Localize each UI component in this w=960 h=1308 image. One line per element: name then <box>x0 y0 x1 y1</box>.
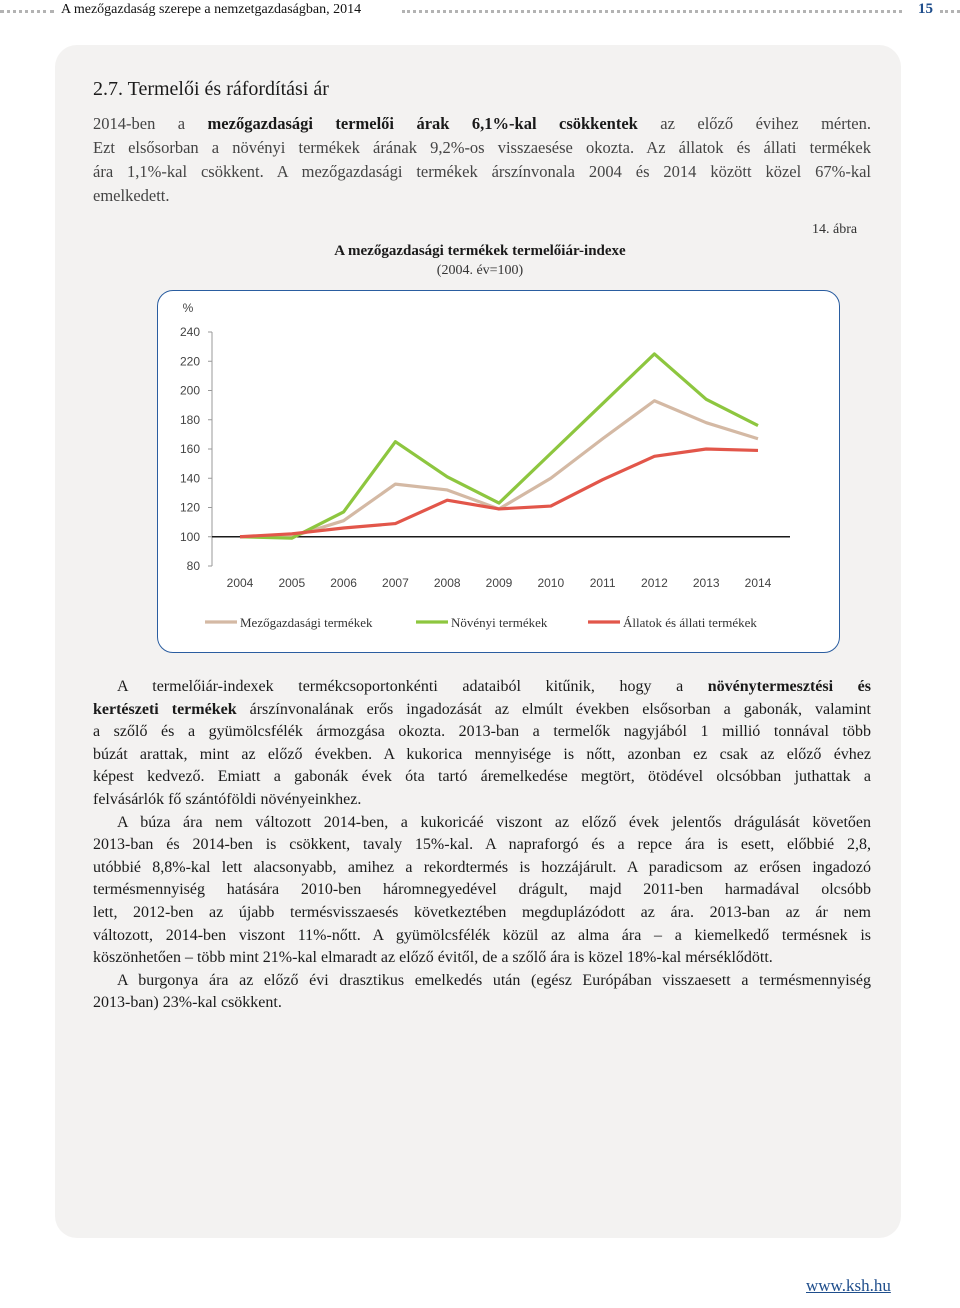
body-text-run: 2013-ban) 23%-kal csökkent. <box>93 994 282 1012</box>
y-tick-label: 140 <box>179 471 200 486</box>
footer-website-link[interactable]: www.ksh.hu <box>806 1276 891 1295</box>
x-tick-label: 2012 <box>641 576 668 590</box>
body-line <box>93 970 871 993</box>
series-line-1 <box>240 401 758 537</box>
body-text-run: változott, 2014-ben viszont 11%-nőtt. A gyümölcsfélék közül az alma ára – a kiemelkedő termésnek is <box>93 926 871 944</box>
body-bold-text: kertészeti termékek <box>93 700 237 718</box>
y-axis-label: % <box>182 301 194 315</box>
chart-title: A mezőgazdasági termékek termelőiár-indexe <box>334 243 626 259</box>
body-line <box>93 834 871 857</box>
x-tick-label: 2010 <box>537 576 565 590</box>
y-tick-label: 120 <box>179 500 200 515</box>
body-text-run: termésmennyiség hatására 2010-ben háromnegyedével drágult, majd 2011-ben harmadával olcsóbb <box>93 881 871 899</box>
body-text-run: 2013-ban és 2014-ben is csökkent, tavaly 15%-kal. A napraforgó és a repce ára is esett, előbbié 2,8, <box>93 836 871 854</box>
section-title: 2.7. Termelői és ráfordítási ár <box>93 78 329 100</box>
body-line <box>93 992 871 1015</box>
legend-label: Növényi termékek <box>451 615 548 630</box>
legend-label: Mezőgazdasági termékek <box>240 615 373 630</box>
x-tick-label: 2007 <box>382 576 409 590</box>
body-line <box>93 744 871 767</box>
legend-label: Állatok és állati termékek <box>623 615 757 630</box>
body-line <box>93 879 871 902</box>
body-text-run: A termelőiár-indexek termékcsoportonkénti adataiból kitűnik, hogy a <box>117 678 708 695</box>
intro-line: ára 1,1%-kal csökkent. A mezőgazdasági termékek árszínvonala 2004 és 2014 között közel 67%-kal <box>93 162 871 181</box>
y-tick-label: 160 <box>179 442 200 456</box>
body-text-run: árszínvonalának erős ingadozását az elmúlt években elsősorban a gabonák, valamint <box>236 700 871 718</box>
x-tick-label: 2005 <box>278 576 306 590</box>
body-line <box>93 699 871 722</box>
page-number: 15 <box>918 1 933 17</box>
intro-text: az előző évihez mérten. <box>637 114 871 133</box>
body-line <box>93 676 871 699</box>
body-text-run: képest kedvező. Emiatt a gabonák évek óta tartó áremelkedése megtört, ötödével olcsóbban juthattak a <box>93 768 871 786</box>
body-text-run: A burgonya ára az előző évi drasztikus emelkedés után (egész Európában visszaesett a termésmennyiség <box>117 971 871 989</box>
body-text-run: lett, 2012-ben az újabb termésvisszaesés következtében megduplázódott az ára. 2013-ban az ár nem <box>93 903 871 921</box>
body-line <box>93 857 871 880</box>
intro-bold-text: mezőgazdasági termelői árak 6,1%-kal csökkentek <box>207 114 638 133</box>
body-text-run: utóbbié 8,8%-kal lett alacsonyabb, amihez a rekordtermés is hozzájárult. A paradicsom az erősen ingadozó <box>93 858 871 876</box>
x-tick-label: 2004 <box>226 576 254 590</box>
body-line <box>93 925 871 948</box>
body-line <box>93 947 871 970</box>
body-text-run: felvásárlók fő szántóföldi növényeinkhez. <box>93 790 362 808</box>
body-line <box>93 789 871 812</box>
header-title: A mezőgazdaság szerepe a nemzetgazdaságban, 2014 <box>61 2 362 17</box>
body-text-run: köszönhetően – több mint 21%-kal elmaradt az előző évitől, de a szőlő ára is közel 18%-kal mérséklődött. <box>93 949 773 967</box>
y-tick-label: 100 <box>179 529 200 544</box>
intro-line: emelkedett. <box>93 186 170 205</box>
intro-line: Ezt elsősorban a növényi termékek árának 9,2%-os visszaesése okozta. Az állatok és állati termékek <box>93 138 871 157</box>
y-tick-label: 220 <box>179 354 200 369</box>
y-tick-label: 80 <box>186 559 200 573</box>
y-tick-label: 200 <box>179 383 200 398</box>
x-tick-label: 2008 <box>433 576 461 590</box>
body-bold-text: növénytermesztési és <box>707 678 871 695</box>
body-line <box>93 721 871 744</box>
x-tick-label: 2011 <box>589 576 616 590</box>
y-tick-label: 180 <box>179 412 200 427</box>
x-tick-label: 2006 <box>330 576 357 590</box>
body-line <box>93 902 871 925</box>
chart-subtitle: (2004. év=100) <box>436 263 524 278</box>
figure-number: 14. ábra <box>812 222 858 237</box>
series-line-2 <box>240 354 758 538</box>
x-tick-label: 2014 <box>744 576 772 590</box>
body-text-run: a szőlő és a gyümölcsfélék ármozgása okozta. 2013-ban a termelők nagyjából 1 millió tonnával több <box>93 723 871 741</box>
body-line <box>93 812 871 835</box>
body-line <box>93 766 871 789</box>
body-text-run: A búza ára nem változott 2014-ben, a kukoricáé viszont az előző évek jelentős drágulását követően <box>117 813 871 831</box>
x-tick-label: 2013 <box>692 576 720 590</box>
body-text-run: búzát arattak, mint az előző években. A kukorica mennyisége is nőtt, azonban ez csak az előző évhez <box>93 745 871 763</box>
intro-text: 2014-ben a <box>93 114 208 133</box>
y-tick-label: 240 <box>179 325 200 339</box>
x-tick-label: 2009 <box>485 576 513 590</box>
body-text <box>93 676 871 1015</box>
